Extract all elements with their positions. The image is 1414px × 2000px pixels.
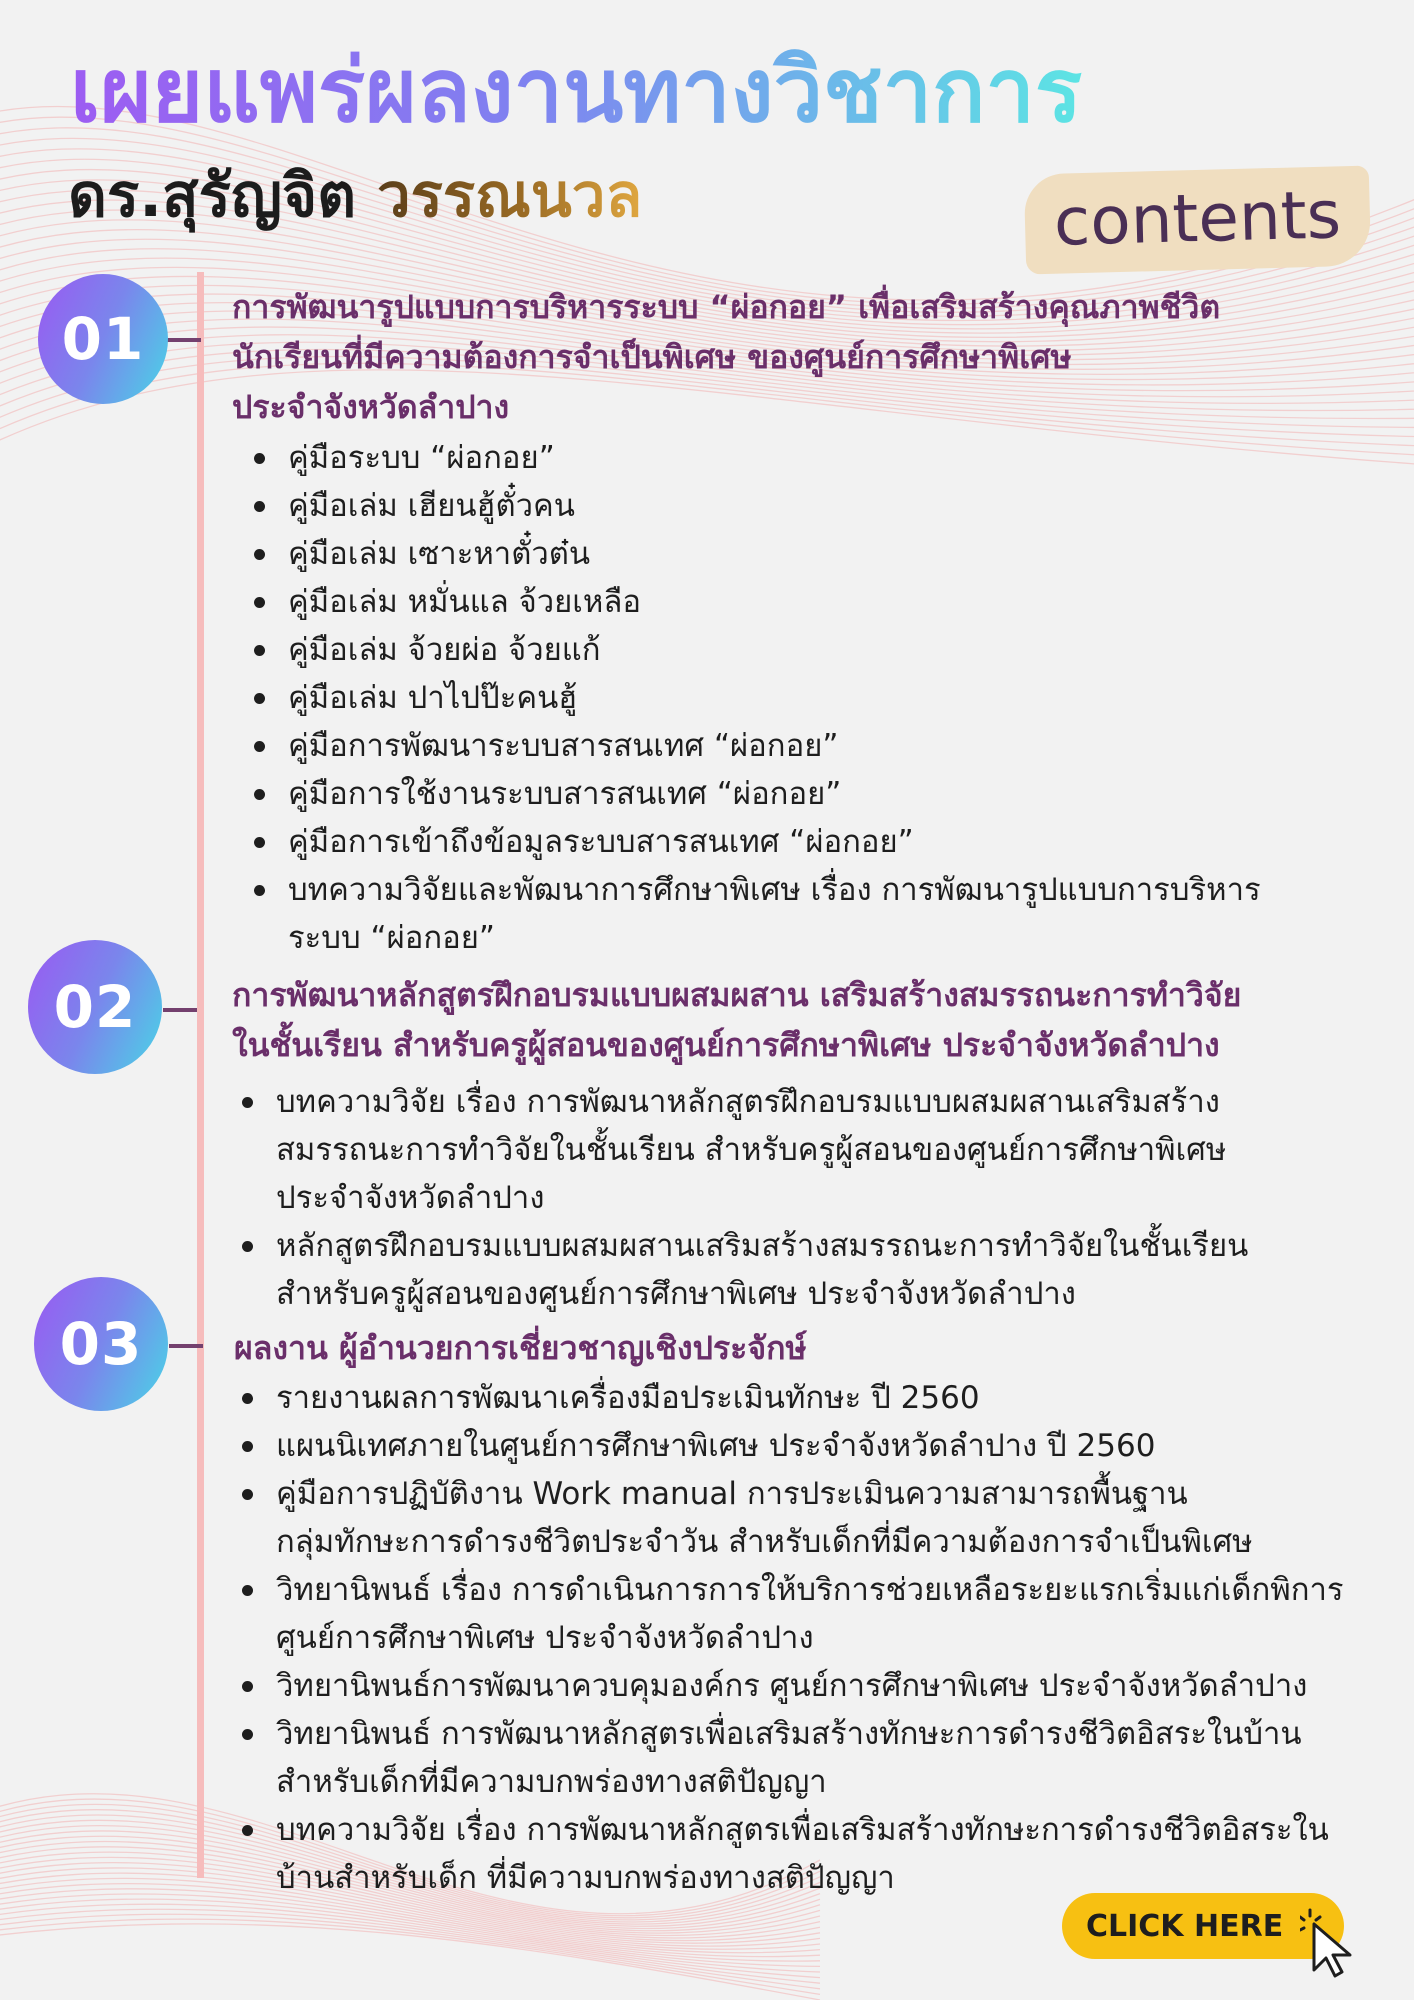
section-items-02	[238, 1078, 1248, 1318]
list-item[interactable]	[250, 530, 1261, 578]
contents-label: contents	[1024, 166, 1371, 275]
list-item-text: คู่มือการเข้าถึงข้อมูลระบบสารสนเทศ “ผ่อกอย”	[288, 824, 914, 860]
section-title-03	[234, 1323, 807, 1373]
list-item[interactable]	[250, 866, 1261, 962]
page-title: เผยแพร่ผลงานทางวิชาการ	[70, 39, 1083, 142]
list-item-text: กลุ่มทักษะการดำรงชีวิตประจำวัน สำหรับเด็กที่มีความต้องการจำเป็นพิเศษ	[276, 1524, 1253, 1560]
list-item[interactable]	[238, 1662, 1344, 1710]
list-item-text: คู่มือการปฏิบัติงาน Work manual การประเมินความสามารถพื้นฐาน	[276, 1476, 1188, 1512]
list-item-text: คู่มือเล่ม ปาไปป๊ะคนฮู้	[288, 680, 578, 716]
section-title-line: ผลงาน ผู้อำนวยการเชี่ยวชาญเชิงประจักษ์	[234, 1329, 807, 1367]
list-item-text: วิทยานิพนธ์ การพัฒนาหลักสูตรเพื่อเสริมสร้างทักษะการดำรงชีวิตอิสระในบ้าน	[276, 1716, 1302, 1752]
section-number-badge-03: 03	[34, 1277, 168, 1411]
list-item-text: คู่มือเล่ม หมั่นแล จ้วยเหลือ	[288, 584, 641, 620]
section-title-line: ในชั้นเรียน สำหรับครูผู้สอนของศูนย์การศึกษาพิเศษ ประจำจังหวัดลำปาง	[232, 1026, 1220, 1064]
list-item-text: สมรรถนะการทำวิจัยในชั้นเรียน สำหรับครูผู้สอนของศูนย์การศึกษาพิเศษ	[276, 1132, 1227, 1168]
section-title-line: ประจำจังหวัดลำปาง	[232, 388, 510, 426]
list-item[interactable]	[250, 722, 1261, 770]
list-item-text: คู่มือเล่ม จ้วยผ่อ จ้วยแก้	[288, 632, 601, 668]
list-item-text: คู่มือเล่ม เฮียนฮู้ตั๋วคน	[288, 488, 575, 524]
list-item-text: วิทยานิพนธ์ เรื่อง การดำเนินการการให้บริการช่วยเหลือระยะแรกเริ่มแก่เด็กพิการ	[276, 1572, 1344, 1608]
author-name	[68, 160, 642, 232]
section-number-badge-02: 02	[28, 940, 162, 1074]
list-item-text: บ้านสำหรับเด็ก ที่มีความบกพร่องทางสติปัญญา	[276, 1860, 895, 1896]
section-number-badge-01: 01	[38, 274, 168, 404]
list-item[interactable]	[238, 1470, 1344, 1566]
list-item[interactable]	[238, 1710, 1344, 1806]
list-item[interactable]	[238, 1422, 1344, 1470]
section-title-01	[232, 282, 1220, 432]
list-item-text: ศูนย์การศึกษาพิเศษ ประจำจังหวัดลำปาง	[276, 1620, 814, 1656]
section-connector-02	[163, 1008, 197, 1012]
list-item-text: ระบบ “ผ่อกอย”	[288, 920, 495, 956]
list-item[interactable]	[250, 674, 1261, 722]
list-item-text: คู่มือเล่ม เซาะหาตั๋วต๋น	[288, 536, 591, 572]
list-item[interactable]	[250, 818, 1261, 866]
list-item-text: ประจำจังหวัดลำปาง	[276, 1180, 545, 1216]
list-item-text: คู่มือการพัฒนาระบบสารสนเทศ “ผ่อกอย”	[288, 728, 839, 764]
section-title-line: การพัฒนารูปแบบการบริหารระบบ “ผ่อกอย” เพื่อเสริมสร้างคุณภาพชีวิต	[232, 288, 1221, 326]
list-item-text: คู่มือการใช้งานระบบสารสนเทศ “ผ่อกอย”	[288, 776, 842, 812]
list-item-text: แผนนิเทศภายในศูนย์การศึกษาพิเศษ ประจำจังหวัดลำปาง ปี 2560	[276, 1428, 1156, 1464]
list-item[interactable]	[250, 434, 1261, 482]
section-connector-03	[169, 1344, 203, 1348]
list-item-text: หลักสูตรฝึกอบรมแบบผสมผสานเสริมสร้างสมรรถนะการทำวิจัยในชั้นเรียน	[276, 1228, 1249, 1264]
author-prefix: ดร.สุรัญจิต	[68, 161, 377, 231]
list-item[interactable]	[238, 1078, 1248, 1222]
section-title-line: การพัฒนาหลักสูตรฝึกอบรมแบบผสมผสาน เสริมสร้างสมรรถนะการทำวิจัย	[232, 976, 1242, 1014]
author-surname: วรรณนวล	[376, 161, 643, 231]
section-title-02	[232, 970, 1241, 1070]
list-item[interactable]	[238, 1222, 1248, 1318]
list-item[interactable]	[238, 1806, 1344, 1902]
timeline-line	[197, 272, 204, 1878]
list-item-text: สำหรับเด็กที่มีความบกพร่องทางสติปัญญา	[276, 1764, 827, 1800]
list-item-text: วิทยานิพนธ์การพัฒนาควบคุมองค์กร ศูนย์การศึกษาพิเศษ ประจำจังหวัดลำปาง	[276, 1668, 1308, 1704]
list-item[interactable]	[250, 626, 1261, 674]
list-item-text: สำหรับครูผู้สอนของศูนย์การศึกษาพิเศษ ประจำจังหวัดลำปาง	[276, 1276, 1076, 1312]
list-item-text: บทความวิจัยและพัฒนาการศึกษาพิเศษ เรื่อง การพัฒนารูปแบบการบริหาร	[288, 872, 1261, 908]
pointer-cursor-icon	[1300, 1908, 1360, 1980]
section-items-03	[238, 1374, 1344, 1902]
section-connector-01	[167, 338, 201, 342]
section-title-line: นักเรียนที่มีความต้องการจำเป็นพิเศษ ของศูนย์การศึกษาพิเศษ	[232, 338, 1072, 376]
list-item[interactable]	[250, 770, 1261, 818]
list-item[interactable]	[250, 482, 1261, 530]
list-item[interactable]	[250, 578, 1261, 626]
list-item-text: รายงานผลการพัฒนาเครื่องมือประเมินทักษะ ปี 2560	[276, 1380, 980, 1416]
list-item[interactable]	[238, 1566, 1344, 1662]
list-item-text: บทความวิจัย เรื่อง การพัฒนาหลักสูตรเพื่อเสริมสร้างทักษะการดำรงชีวิตอิสระใน	[276, 1812, 1329, 1848]
list-item-text: คู่มือระบบ “ผ่อกอย”	[288, 440, 555, 476]
list-item-text: บทความวิจัย เรื่อง การพัฒนาหลักสูตรฝึกอบรมแบบผสมผสานเสริมสร้าง	[276, 1084, 1220, 1120]
list-item[interactable]	[238, 1374, 1344, 1422]
click-here-button[interactable]: CLICK HERE	[1062, 1893, 1344, 1959]
section-items-01	[250, 434, 1261, 962]
